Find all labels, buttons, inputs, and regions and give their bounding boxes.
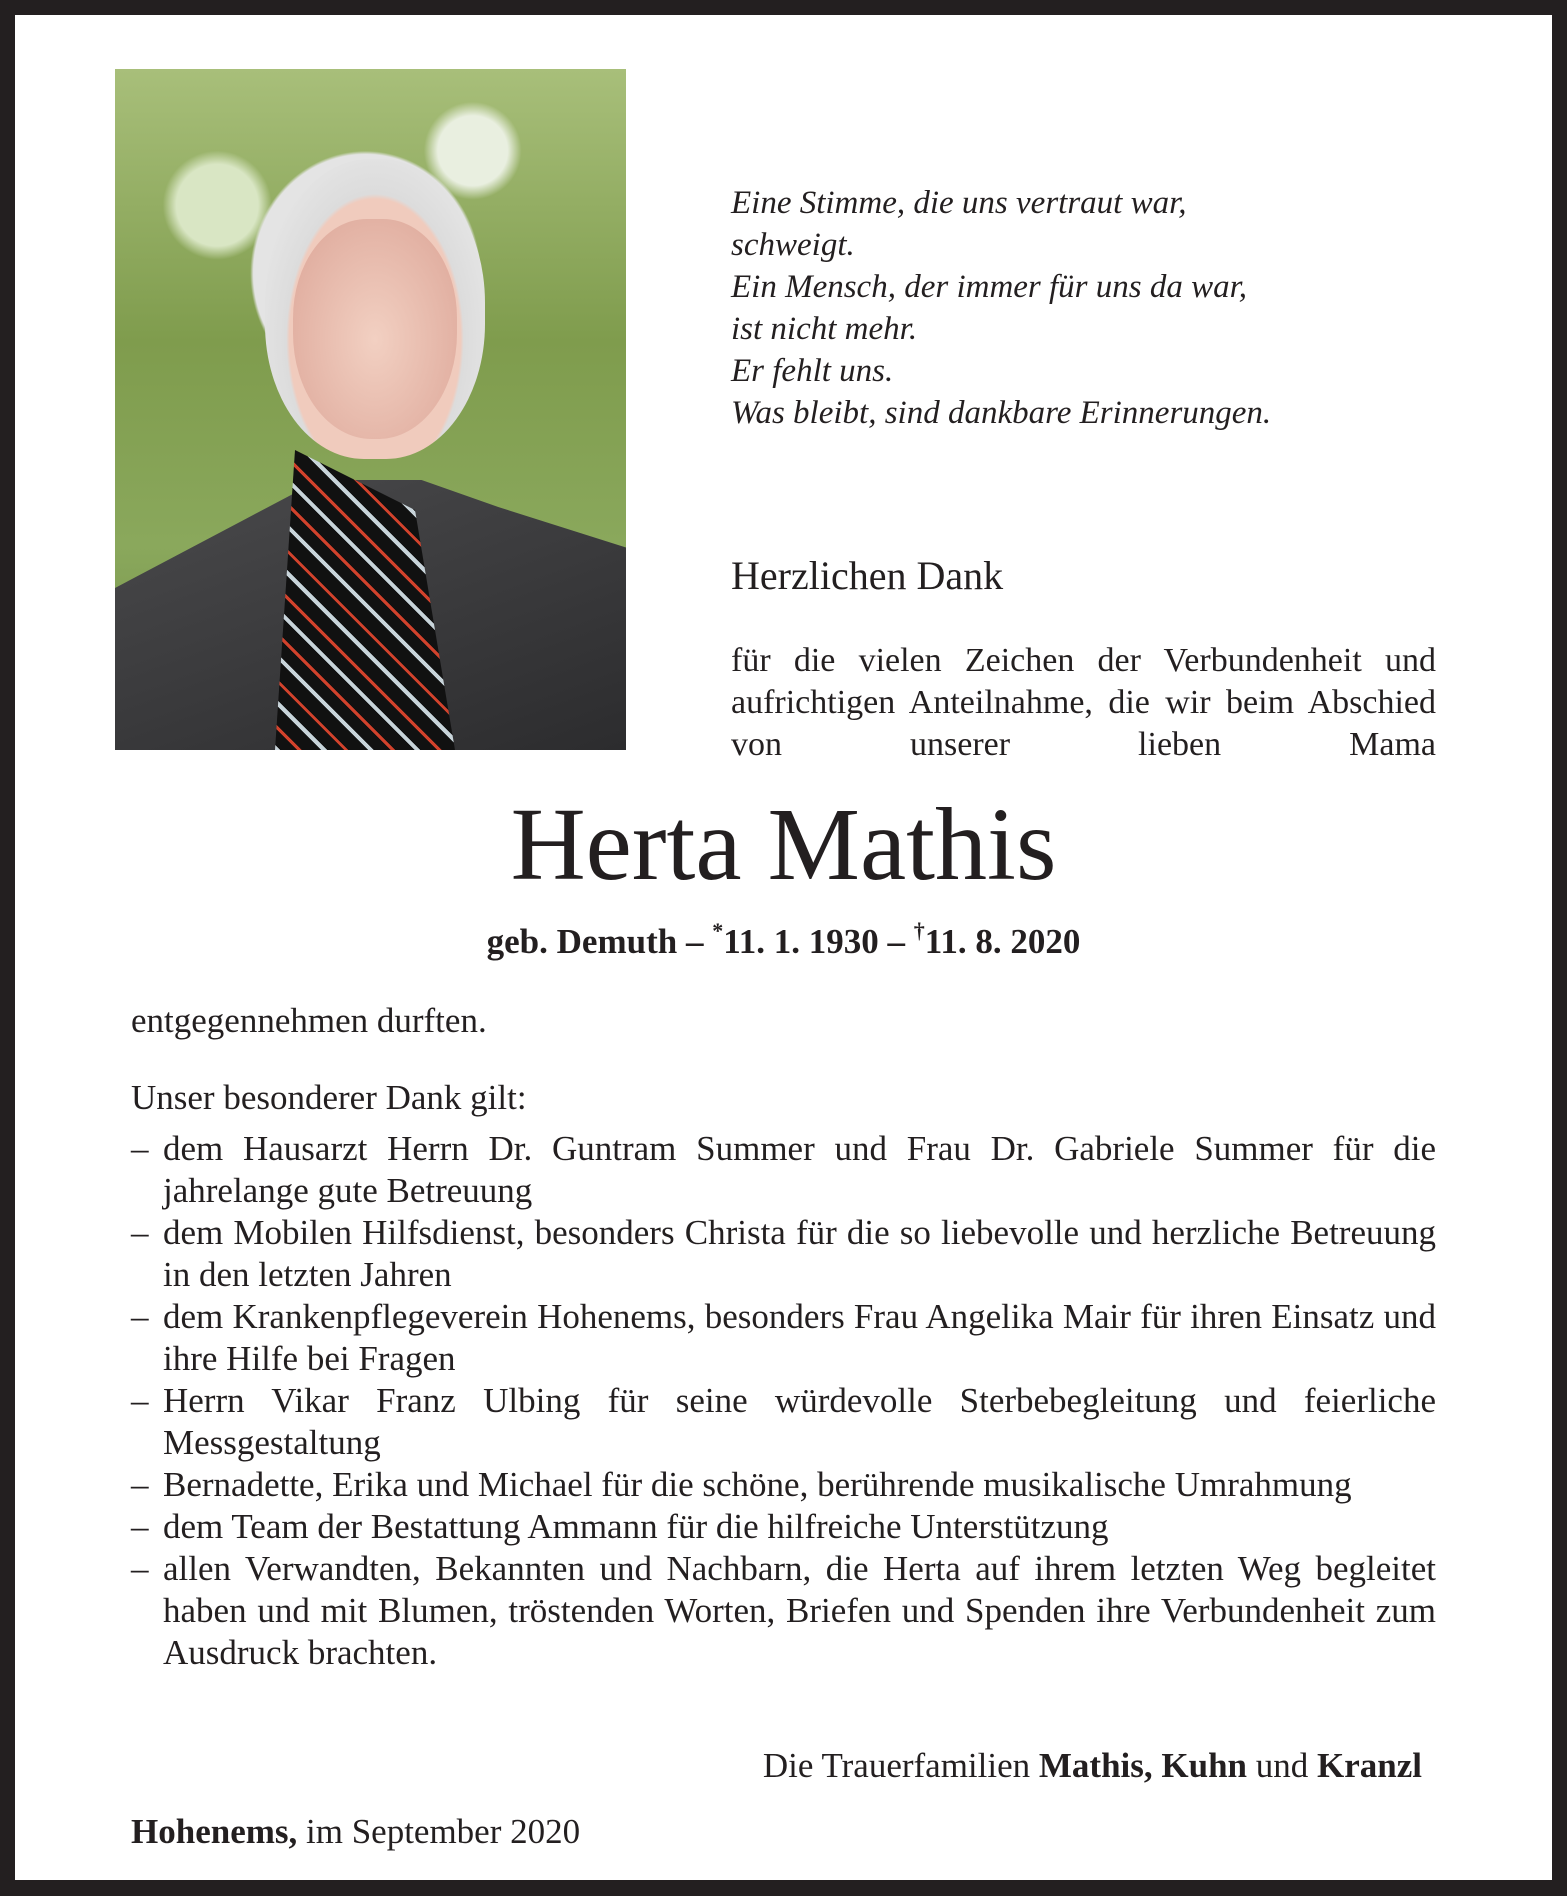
dash-bullet: –	[131, 1381, 149, 1420]
family-name: Kranzl	[1317, 1746, 1422, 1785]
list-item	[131, 1212, 1436, 1296]
list-item-text: dem Team der Bestattung Ammann für die hilfreiche Unterstützung	[163, 1507, 1109, 1546]
dash-bullet: –	[131, 1507, 149, 1546]
list-item-text: allen Verwandten, Bekannten und Nachbarn, die Herta auf ihrem letzten Weg begleitet haben und mit Blumen, tröstenden Worten, Briefen und Spenden ihre Verbundenheit zum Ausdruck brachten.	[163, 1549, 1436, 1672]
birth-date: 11. 1. 1930	[723, 922, 879, 961]
dash-bullet: –	[131, 1465, 149, 1504]
poem	[731, 182, 1271, 434]
birth-star-icon: *	[712, 918, 724, 943]
list-item-text: Herrn Vikar Franz Ulbing für seine würdevolle Sterbebegleitung und feierliche Messgestaltung	[163, 1381, 1436, 1462]
poem-line: Ein Mensch, der immer für uns da war,	[731, 269, 1248, 305]
list-item	[131, 1464, 1436, 1506]
poem-line: ist nicht mehr.	[731, 311, 918, 347]
poem-line: Er fehlt uns.	[731, 353, 894, 389]
separator: –	[887, 922, 906, 961]
thanks-heading: Herzlichen Dank	[731, 553, 1004, 598]
place-town: Hohenems,	[131, 1812, 298, 1851]
deceased-name: Herta Mathis	[510, 787, 1057, 902]
dash-bullet: –	[131, 1213, 149, 1252]
signature	[763, 1746, 1422, 1786]
maiden-name: geb. Demuth	[486, 922, 678, 961]
list-item-text: dem Mobilen Hilfsdienst, besonders Christa für die so liebevolle und herzliche Betreuung in den letzten Jahren	[163, 1213, 1436, 1294]
dash-bullet: –	[131, 1129, 149, 1168]
life-dates	[0, 918, 1567, 962]
list-item	[131, 1128, 1436, 1212]
family-names: Mathis, Kuhn	[1038, 1746, 1248, 1785]
list-item	[131, 1506, 1436, 1548]
place-date	[131, 1812, 580, 1852]
poem-line: schweigt.	[731, 227, 855, 263]
dash-bullet: –	[131, 1549, 149, 1588]
list-item-text: dem Hausarzt Herrn Dr. Guntram Summer und Frau Dr. Gabriele Summer für die jahrelange gute Betreuung	[163, 1129, 1436, 1210]
separator: –	[685, 922, 704, 961]
death-date: 11. 8. 2020	[924, 922, 1081, 961]
thanks-intro: Unser besonderer Dank gilt:	[131, 1078, 527, 1117]
list-item	[131, 1296, 1436, 1380]
signature-prefix: Die Trauerfamilien	[762, 1746, 1031, 1785]
list-item	[131, 1548, 1436, 1674]
thanks-paragraph: für die vielen Zeichen der Verbundenheit und aufrichtigen Anteilnahme, die wir beim Abschied von unserer lieben Mama	[731, 642, 1436, 763]
signature-and: und	[1255, 1746, 1309, 1785]
thanks-list	[131, 1128, 1436, 1674]
list-item-text: dem Krankenpflegeverein Hohenems, besonders Frau Angelika Mair für ihren Einsatz und ihre Hilfe bei Fragen	[163, 1297, 1436, 1378]
list-item-text: Bernadette, Erika und Michael für die schöne, berührende musikalische Umrahmung	[163, 1465, 1352, 1504]
poem-line: Eine Stimme, die uns vertraut war,	[731, 185, 1187, 221]
dash-bullet: –	[131, 1297, 149, 1336]
portrait-photo	[115, 69, 626, 750]
place-date-text: im September 2020	[306, 1812, 581, 1851]
continuation-text: entgegennehmen durften.	[131, 1001, 487, 1040]
list-item	[131, 1380, 1436, 1464]
death-cross-icon: †	[913, 918, 925, 943]
photo-face	[293, 219, 457, 439]
poem-line: Was bleibt, sind dankbare Erinnerungen.	[731, 395, 1272, 431]
